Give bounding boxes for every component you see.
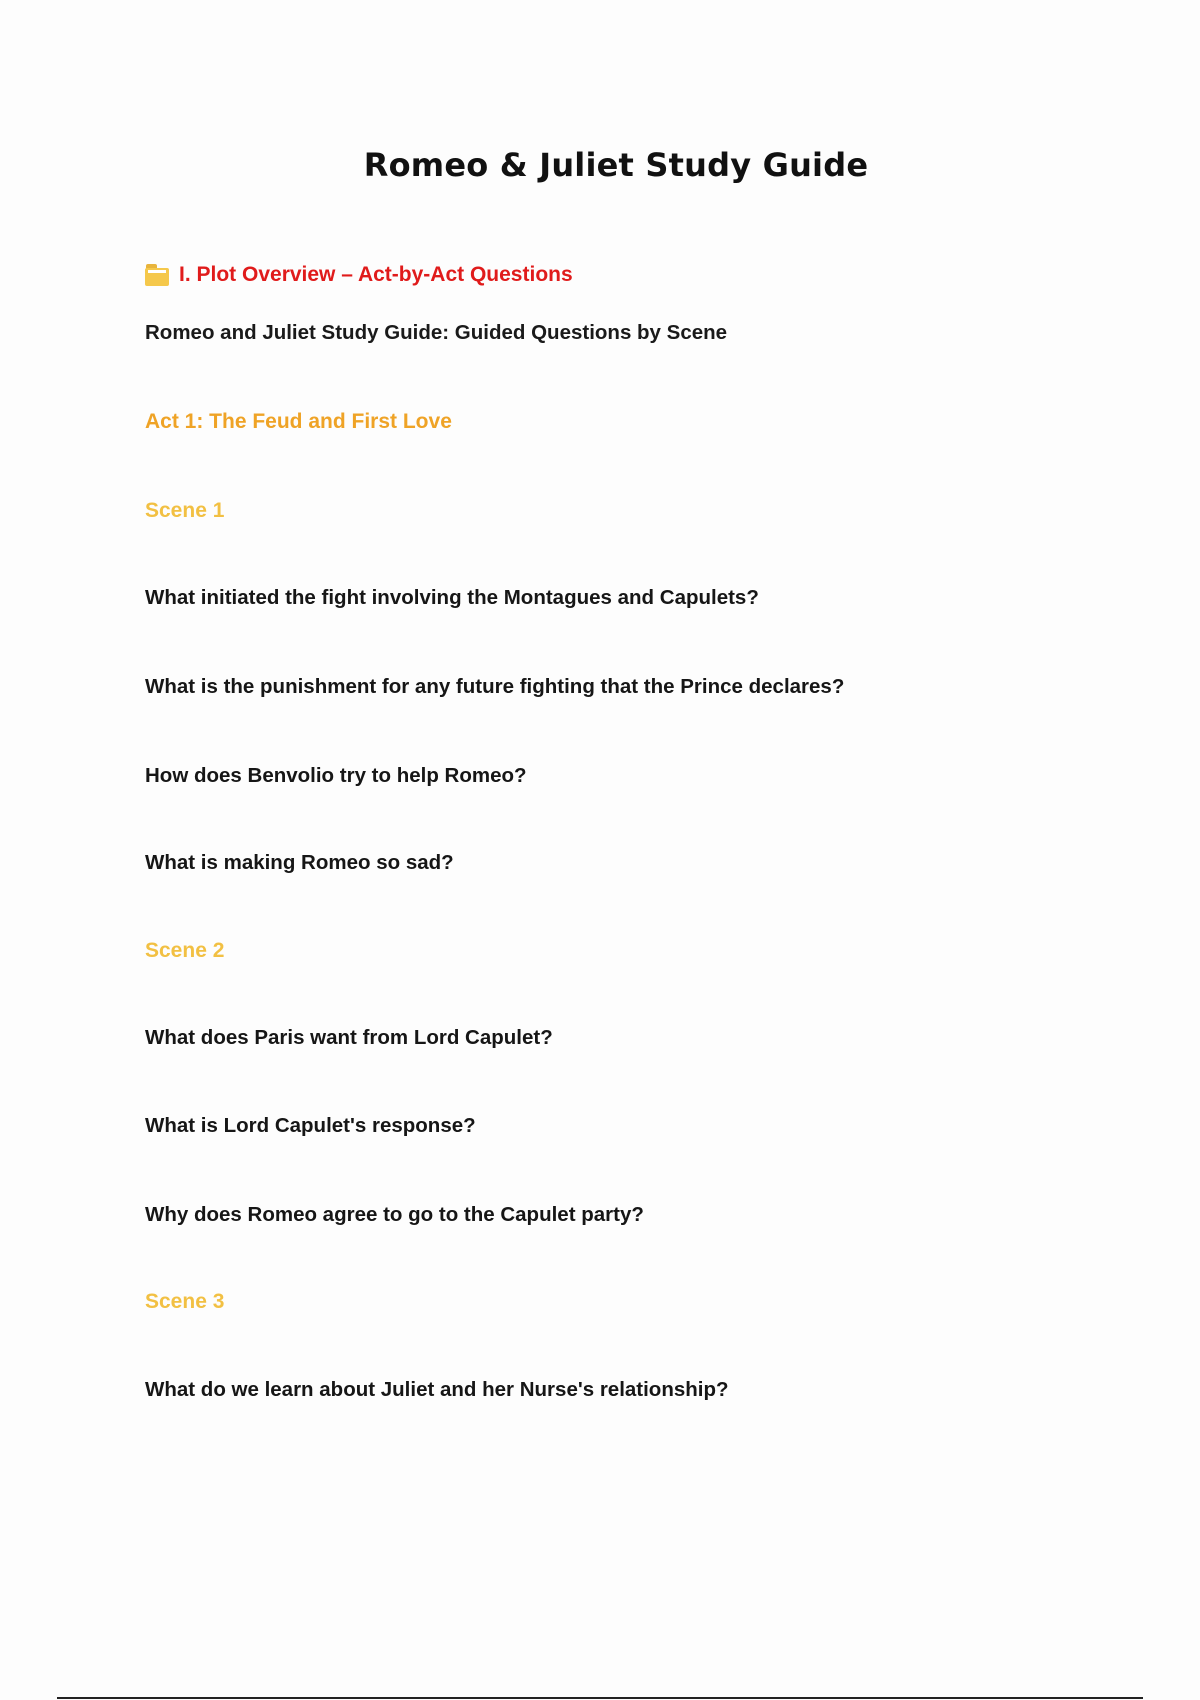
question-item: What is making Romeo so sad?	[145, 851, 454, 874]
section-heading-text: I. Plot Overview – Act-by-Act Questions	[179, 263, 573, 286]
scene-3-heading: Scene 3	[145, 1290, 225, 1313]
scene-2-heading: Scene 2	[145, 939, 225, 962]
question-item: What do we learn about Juliet and her Nurse's relationship?	[145, 1378, 729, 1401]
act-1-heading: Act 1: The Feud and First Love	[145, 410, 452, 433]
question-item: What is the punishment for any future fighting that the Prince declares?	[145, 675, 845, 698]
folder-icon	[145, 264, 171, 286]
question-item: What initiated the fight involving the Montagues and Capulets?	[145, 586, 759, 609]
bottom-divider	[57, 1697, 1143, 1699]
question-item: What does Paris want from Lord Capulet?	[145, 1026, 553, 1049]
section-heading	[145, 263, 573, 287]
scene-1-heading: Scene 1	[145, 499, 225, 522]
question-item: Why does Romeo agree to go to the Capulet party?	[145, 1203, 644, 1226]
guide-subtitle: Romeo and Juliet Study Guide: Guided Questions by Scene	[145, 321, 728, 344]
page-title: Romeo & Juliet Study Guide	[363, 146, 869, 184]
question-item: How does Benvolio try to help Romeo?	[145, 764, 527, 787]
question-item: What is Lord Capulet's response?	[145, 1114, 476, 1137]
